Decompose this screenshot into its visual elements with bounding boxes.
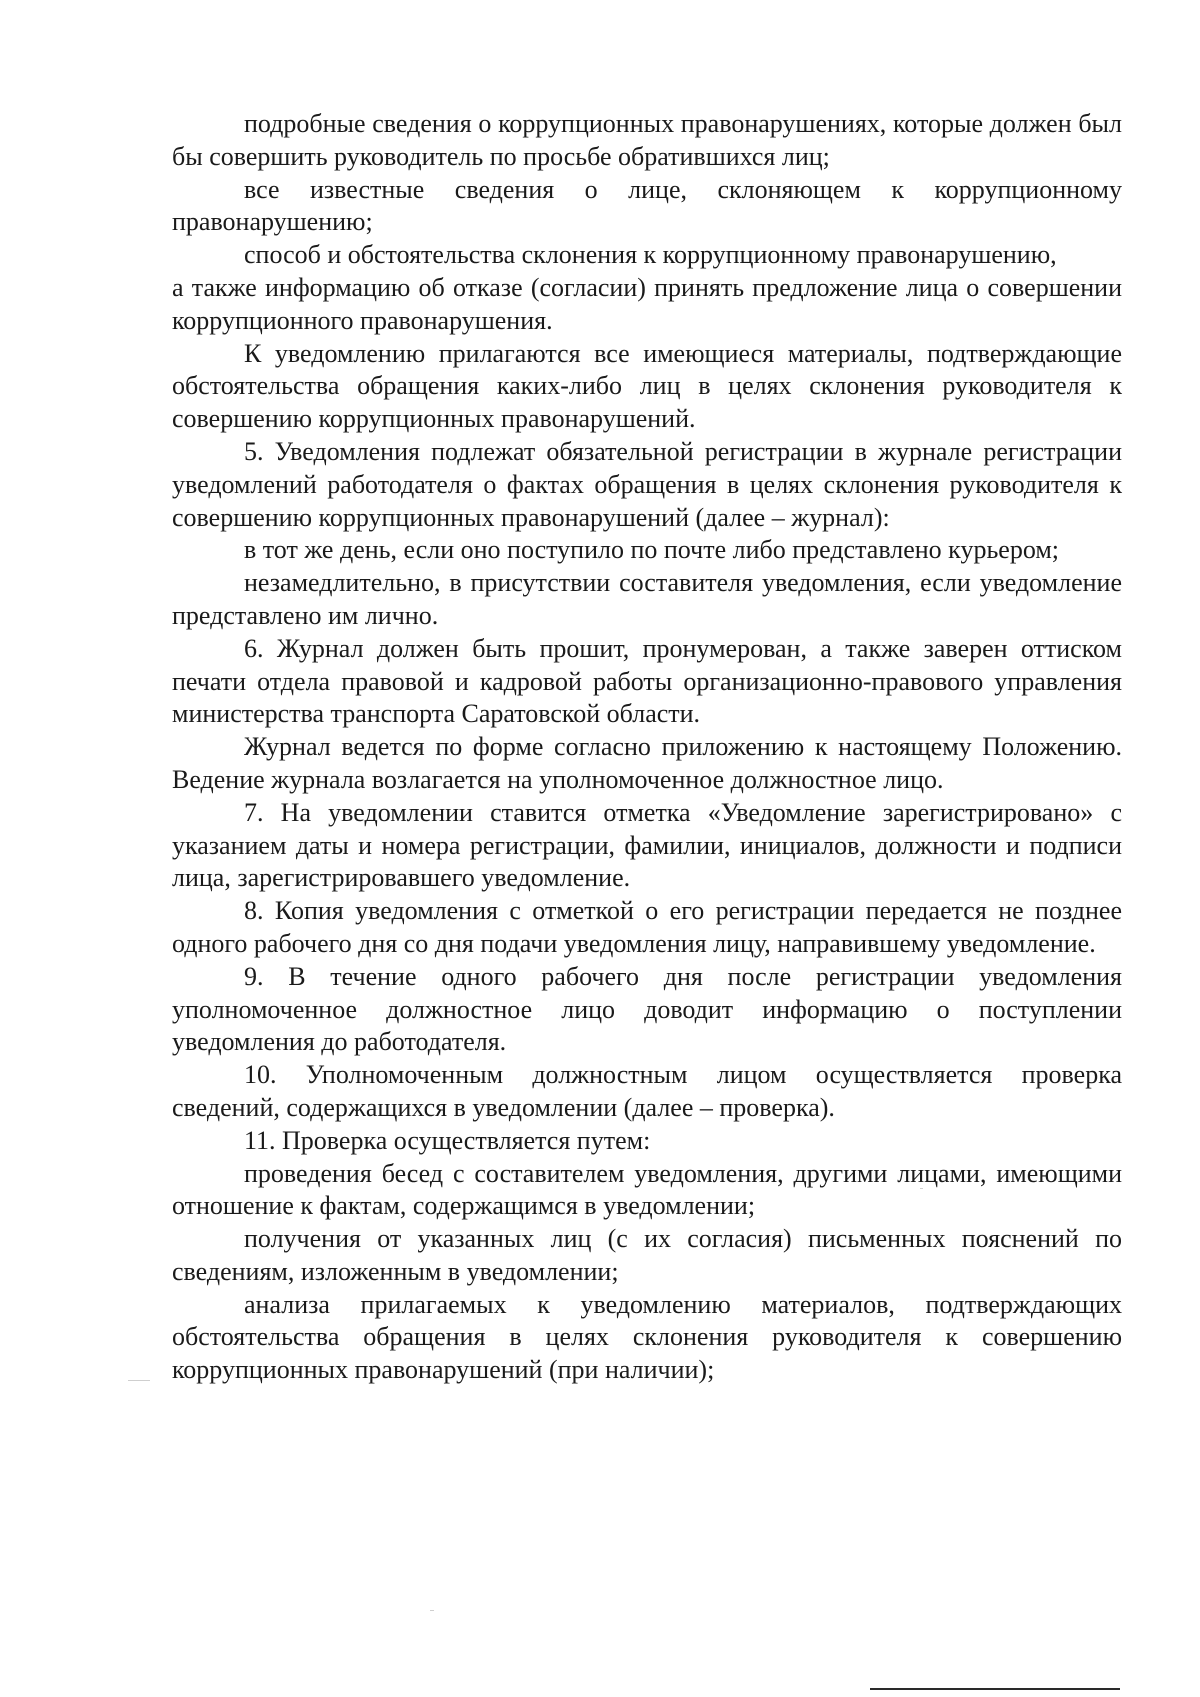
scan-speck [128,1380,150,1381]
paragraph-same-day: в тот же день, если оно поступило по почте либо представлено курьером; [244,535,1060,565]
paragraph-item-9: 9. В течение одного рабочего дня после регистрации уведомления уполномоченное должностное лицо доводит информацию о поступлении уведомления до работодателя. [172,961,1122,1057]
paragraph-item-8: 8. Копия уведомления с отметкой о его регистрации передается не позднее одного рабочего дня со дня подачи уведомления лицу, направившему уведомление. [172,896,1122,958]
page-footer-rule [870,1688,1120,1690]
paragraph-attached-materials: К уведомлению прилагаются все имеющиеся материалы, подтверждающие обстоятельства обращения каких-либо лиц в целях склонения руководителя к совершению коррупционных правонарушений. [172,338,1122,434]
paragraph-item-7: 7. На уведомлении ставится отметка «Уведомление зарегистрировано» с указанием даты и номера регистрации, фамилии, инициалов, должности и подписи лица, зарегистрировавшего уведомление. [172,797,1122,893]
scan-speck [430,1610,434,1611]
scan-speck [920,1188,923,1189]
paragraph-item-10: 10. Уполномоченным должностным лицом осуществляется проверка сведений, содержащихся в уведомлении (далее – проверка). [172,1060,1122,1122]
paragraph-item-11: 11. Проверка осуществляется путем: [244,1125,651,1155]
document-body [172,108,1122,1387]
paragraph-immediately: незамедлительно, в присутствии составителя уведомления, если уведомление представлено им лично. [172,568,1122,630]
paragraph-item-6: 6. Журнал должен быть прошит, пронумерован, а также заверен оттиском печати отдела правовой и кадровой работы организационно-правового управления министерства транспорта Саратовской области. [172,633,1122,729]
paragraph-journal-form: Журнал ведется по форме согласно приложению к настоящему Положению. Ведение журнала возлагается на уполномоченное должностное лицо. [172,732,1122,794]
paragraph-written-explanations: получения от указанных лиц (с их согласия) письменных пояснений по сведениям, изложенным в уведомлении; [172,1224,1122,1286]
paragraph-conversations: проведения бесед с составителем уведомления, другими лицами, имеющими отношение к фактам, содержащимся в уведомлении; [172,1158,1122,1221]
paragraph-method-circumstances: способ и обстоятельства склонения к коррупционному правонарушению, [244,240,1057,270]
paragraph-person-info: все известные сведения о лице, склоняющем к коррупционному правонарушению; [172,174,1122,237]
paragraph-refusal-consent: а также информацию об отказе (согласии) принять предложение лица о совершении коррупционного правонарушения. [172,272,1122,335]
paragraph-details-offenses: подробные сведения о коррупционных правонарушениях, которые должен был бы совершить руководитель по просьбе обратившихся лиц; [172,109,1122,171]
paragraph-item-5: 5. Уведомления подлежат обязательной регистрации в журнале регистрации уведомлений работодателя о фактах обращения в целях склонения руководителя к совершению коррупционных правонарушений (далее – журнал): [172,436,1122,532]
paragraph-materials-analysis: анализа прилагаемых к уведомлению материалов, подтверждающих обстоятельства обращения в целях склонения руководителя к совершению коррупционных правонарушений (при наличии); [172,1289,1122,1385]
